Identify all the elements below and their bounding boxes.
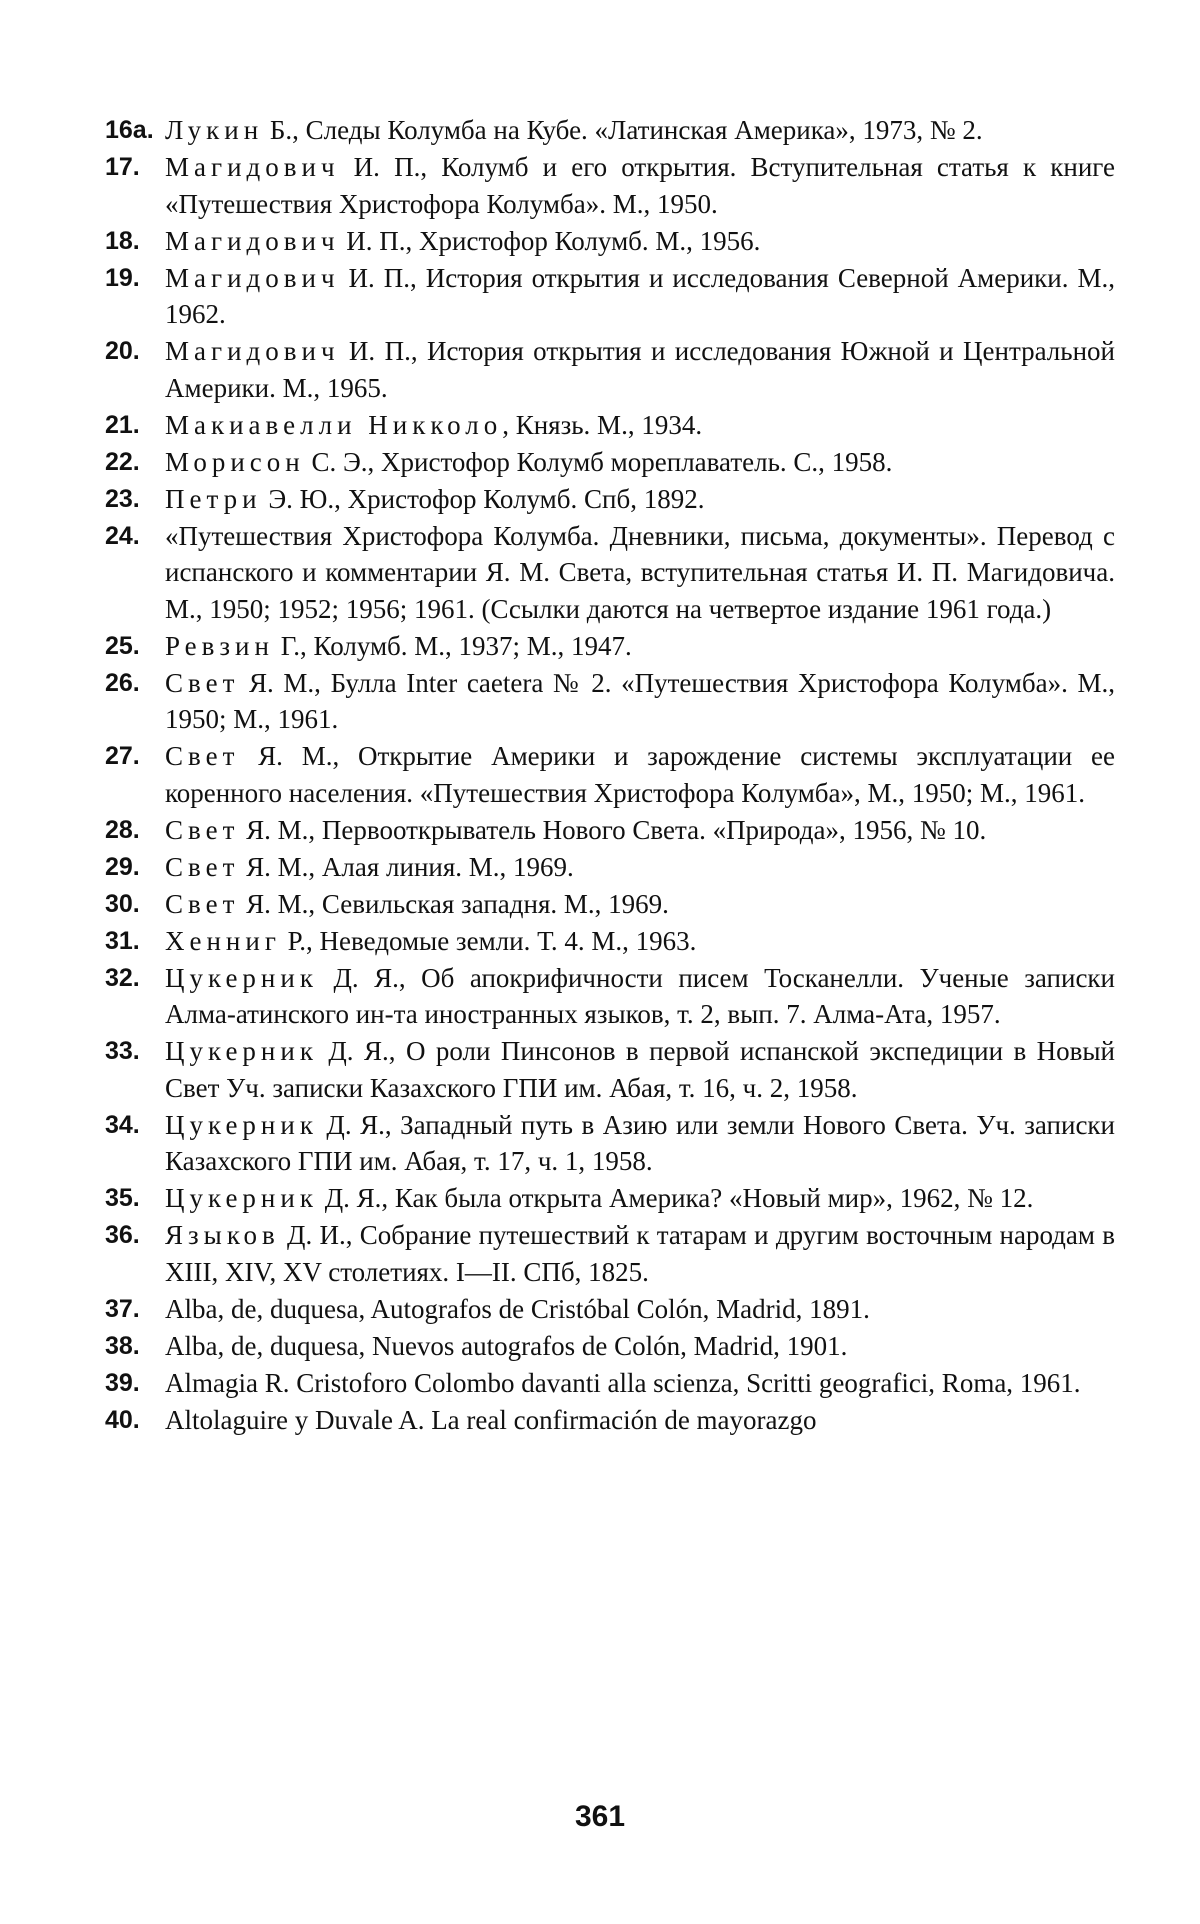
entry-text: И. П., История открытия и исследования Северной Америки. М., 1962. — [165, 262, 1115, 329]
entry-number: 19. — [105, 263, 140, 292]
bibliography-entry — [105, 628, 1115, 665]
entry-author: Цукерник — [165, 1109, 318, 1140]
bibliography-entry — [105, 1217, 1115, 1290]
entry-number: 20. — [105, 337, 140, 365]
entry-number: 24. — [105, 521, 140, 550]
entry-number: 25. — [105, 631, 140, 660]
entry-text: Р., Неведомые земли. Т. 4. М., 1963. — [280, 925, 697, 956]
entry-text: Я. М., Севильская западня. М., 1969. — [239, 888, 669, 919]
entry-number: 31. — [105, 926, 140, 955]
entry-text: Almagia R. Cristoforo Colombo davanti alla scienza, Scritti geografici, Roma, 1961. — [165, 1367, 1081, 1398]
bibliography-entry — [105, 518, 1115, 628]
entry-text: Д. Я., Об апокрифичности писем Тосканелли. Ученые записки Алма-атинского ин-та иностранных языков, т. 2, вып. 7. Алма-Ата, 1957. — [165, 962, 1115, 1029]
bibliography-entry — [105, 849, 1115, 886]
bibliography-entry — [105, 1033, 1115, 1106]
entry-text: Я. М., Алая линия. М., 1969. — [239, 851, 574, 882]
entry-text: Д. Я., О роли Пинсонов в первой испанской экспедиции в Новый Свет Уч. записки Казахского ГПИ им. Абая, т. 16, ч. 2, 1958. — [165, 1036, 1115, 1103]
entry-text: Я. М., Первооткрыватель Нового Света. «Природа», 1956, № 10. — [239, 814, 987, 845]
bibliography-entry — [105, 1328, 1115, 1365]
entry-number: 18. — [105, 226, 140, 255]
entry-number: 39. — [105, 1368, 140, 1397]
entry-text: Я. М., Открытие Америки и зарождение системы эксплуатации ее коренного населения. «Путешествия Христофора Колумба», М., 1950; М., 1961. — [165, 741, 1115, 808]
entry-text: Д. И., Собрание путешествий к татарам и другим восточным народам в XIII, XIV, XV столетиях. I—II. СПб, 1825. — [165, 1220, 1115, 1287]
entry-author: Свет — [165, 741, 240, 771]
entry-number: 17. — [105, 153, 140, 181]
bibliography-entry — [105, 260, 1115, 333]
bibliography-entry — [105, 481, 1115, 518]
entry-number: 36. — [105, 1221, 140, 1249]
entry-author: Хенниг — [165, 925, 281, 956]
entry-author: Магидович — [165, 262, 340, 293]
entry-text: Altolaguire y Duvale A. La real confirmación de mayorazgo — [165, 1404, 817, 1435]
entry-author: Свет — [165, 888, 240, 919]
entry-author: Свет — [165, 851, 240, 882]
entry-number: 26. — [105, 668, 140, 697]
bibliography-entry — [105, 223, 1115, 260]
entry-text: Д. Я., Западный путь в Азию или земли Нового Света. Уч. записки Казахского ГПИ им. Абая, т. 17, ч. 1, 1958. — [165, 1109, 1115, 1176]
bibliography-entry — [105, 149, 1115, 222]
entry-author: Цукерник — [165, 962, 318, 993]
entry-author: Макиавелли Никколо — [165, 409, 503, 440]
entry-text: Д. Я., Как была открыта Америка? «Новый мир», 1962, № 12. — [317, 1183, 1034, 1213]
entry-number: 23. — [105, 484, 140, 513]
entry-author: Магидович — [165, 152, 340, 182]
bibliography-entry — [105, 407, 1115, 444]
entry-text: И. П., История открытия и исследования Южной и Центральной Америки. М., 1965. — [165, 336, 1115, 403]
entry-number: 30. — [105, 889, 140, 918]
bibliography-entry — [105, 886, 1115, 923]
entry-author: Цукерник — [165, 1036, 318, 1066]
entry-number: 32. — [105, 963, 140, 992]
entry-author: Языков — [165, 1220, 280, 1250]
bibliography-entry — [105, 960, 1115, 1033]
bibliography-entry — [105, 665, 1115, 738]
entry-author: Магидович — [165, 225, 340, 256]
entry-number: 27. — [105, 742, 140, 770]
entry-number: 40. — [105, 1405, 140, 1434]
entry-author: Лукин — [165, 115, 264, 145]
entry-text: Alba, de, duquesa, Autografos de Cristóbal Colón, Madrid, 1891. — [165, 1293, 870, 1324]
entry-text: Г., Колумб. М., 1937; М., 1947. — [273, 630, 632, 661]
entry-number: 37. — [105, 1294, 140, 1323]
entry-text: , Князь. М., 1934. — [502, 409, 703, 440]
entry-text: И. П., Христофор Колумб. М., 1956. — [339, 225, 761, 256]
bibliography-entry — [105, 1365, 1115, 1402]
entry-number: 35. — [105, 1184, 140, 1212]
entry-number: 28. — [105, 815, 140, 844]
bibliography-entry — [105, 1291, 1115, 1328]
entry-number: 38. — [105, 1331, 140, 1360]
entry-text: Я. М., Булла Inter caetera № 2. «Путешествия Христофора Колумба». М., 1950; М., 1961. — [165, 667, 1115, 734]
bibliography-entry — [105, 923, 1115, 960]
bibliography-entry — [105, 812, 1115, 849]
bibliography-entry — [105, 444, 1115, 481]
bibliography-entry — [105, 112, 1115, 149]
entry-number: 22. — [105, 447, 140, 476]
entry-text: И. П., Колумб и его открытия. Вступительная статья к книге «Путешествия Христофора Колумба». М., 1950. — [165, 152, 1115, 219]
entry-author: Свет — [165, 814, 240, 845]
page-number: 361 — [574, 1800, 626, 1833]
bibliography-list — [105, 112, 1115, 1439]
bibliography-entry — [105, 738, 1115, 811]
entry-author: Ревзин — [165, 630, 274, 661]
entry-number: 21. — [105, 410, 140, 439]
entry-author: Магидович — [165, 336, 340, 366]
bibliography-entry — [105, 333, 1115, 406]
entry-author: Свет — [165, 667, 240, 698]
entry-number: 29. — [105, 852, 140, 881]
entry-text: Alba, de, duquesa, Nuevos autografos de Colón, Madrid, 1901. — [165, 1330, 848, 1361]
entry-author: Петри — [165, 483, 262, 514]
entry-author: Морисон — [165, 446, 305, 477]
entry-author: Цукерник — [165, 1183, 318, 1213]
entry-text: С. Э., Христофор Колумб мореплаватель. С., 1958. — [304, 446, 893, 477]
entry-text: Б., Следы Колумба на Кубе. «Латинская Америка», 1973, № 2. — [263, 115, 983, 145]
bibliography-entry — [105, 1107, 1115, 1180]
entry-number: 33. — [105, 1037, 140, 1065]
entry-text: «Путешествия Христофора Колумба. Дневники, письма, документы». Перевод с испанского и комментарии Я. М. Света, вступительная статья И. П. Магидовича. М., 1950; 1952; 1956; 1961. (Ссылки даются на четвертое издание 1961 года.) — [165, 520, 1115, 624]
bibliography-entry — [105, 1402, 1115, 1439]
entry-number: 16a. — [105, 116, 154, 144]
bibliography-entry — [105, 1180, 1115, 1217]
entry-number: 34. — [105, 1110, 140, 1139]
entry-text: Э. Ю., Христофор Колумб. Спб, 1892. — [261, 483, 705, 514]
